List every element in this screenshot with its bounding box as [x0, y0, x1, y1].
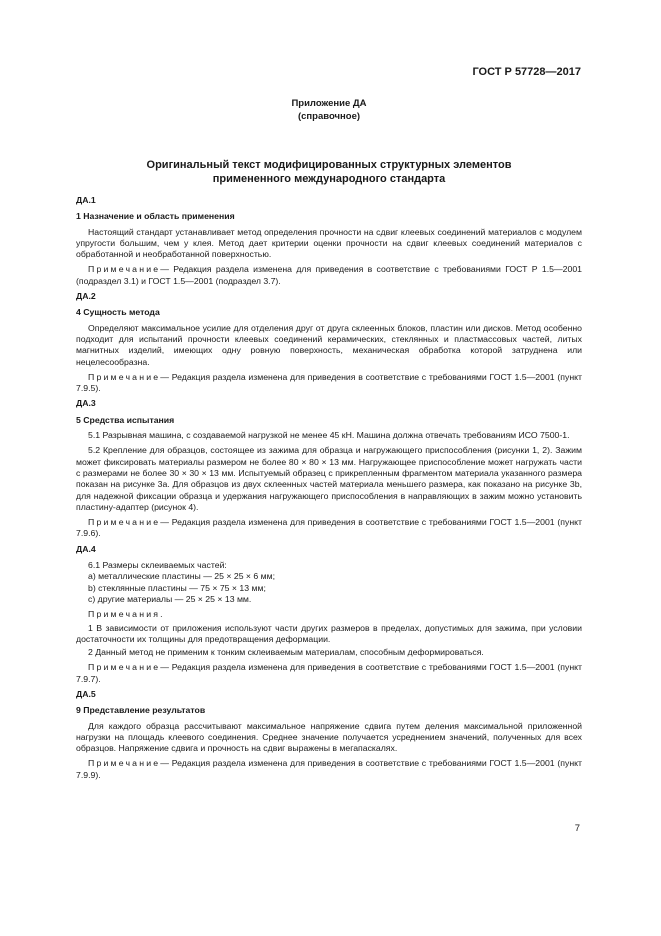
list-item: с) другие материалы — 25 × 25 × 13 мм.	[88, 593, 252, 604]
section-id-da4: ДА.4	[76, 543, 96, 554]
section-heading-da1: 1 Назначение и область применения	[76, 211, 235, 222]
paragraph-da5: Для каждого образца рассчитывают максимальное напряжение сдвига путем деления максимальной приложенной нагрузки на площадь клеевого соединения. Среднее значение получается усреднением значений, полученных для всех образцов. Напряжение сдвига и прочность на сдвиг выражены в мегапаскалях.	[76, 720, 582, 754]
note-label: Примечание	[88, 758, 161, 769]
page-title	[75, 158, 583, 186]
note-da4	[76, 662, 582, 685]
page-number: 7	[574, 823, 580, 834]
note-da4-1: 1 В зависимости от приложения используют части других размеров в пределах, допустимых для зажима, при условии достаточности их толщины для предотвращения деформации.	[76, 622, 582, 644]
list-da4	[88, 571, 582, 605]
note-label: Примечание	[88, 264, 161, 275]
document-body	[76, 195, 582, 785]
note-da4-2: 2 Данный метод не применим к тонким склеиваемым материалам, способным деформироваться.	[88, 647, 484, 658]
section-id-da1: ДА.1	[76, 195, 96, 205]
note-label: Примечание	[88, 662, 161, 673]
note-da3	[76, 517, 582, 540]
section-heading-da5: 9 Представление результатов	[76, 705, 206, 716]
note-da5	[76, 758, 582, 781]
appendix-label: Приложение ДА	[291, 98, 367, 109]
title-line-1: Оригинальный текст модифицированных структурных элементов	[146, 159, 512, 171]
note-text: — Редакция раздела изменена для приведения в соответствие с требованиями ГОСТ 1.5—2001 (пункт 7.9.6).	[76, 517, 582, 539]
note-text: — Редакция раздела изменена для приведения в соответствие с требованиями ГОСТ 1.5—2001 (пункт 7.9.9).	[76, 758, 582, 780]
note-text: — Редакция раздела изменена для приведения в соответствие с требованиями ГОСТ 1.5—2001 (пункт 7.9.5).	[76, 371, 582, 394]
note-da2	[76, 372, 582, 395]
paragraph-da3-1: 5.1 Разрывная машина, с создаваемой нагрузкой не менее 45 кН. Машина должна отвечать требованиям ИСО 7500-1.	[88, 430, 570, 441]
paragraph-da1: Настоящий стандарт устанавливает метод определения прочности на сдвиг клеевых соединений материалов с модулем упругости большим, чем у клея. Метод дает критерии оценки прочности на сдвиг клеевых соединений материалов с обработанной и необработанной поверхностью.	[76, 226, 582, 260]
note-label: Примечание	[88, 371, 161, 382]
standard-code: ГОСТ Р 57728—2017	[472, 66, 581, 78]
section-id-da2: ДА.2	[76, 291, 96, 302]
section-id-da5: ДА.5	[76, 688, 96, 699]
paragraph-da3-2: 5.2 Крепление для образцов, состоящее из зажима для образца и нагружающего приспособления (рисунки 1, 2). Зажим может фиксировать материалы размером не более 80 × 80 × 13 мм. Нагружающее приспособление может нагружать части с размерами не более 30 × 30 × 13 мм. Испытуемый образец с прикрепленным фрагментом материала указанного размера показан на рисунке 3a. Для образцов из двух склеенных частей материала меньшего размера, как показано на рисунке 3b, для надежной фиксации образца и удержания нагружающего приспособления в направляющих в зажим можно установить пластину-адаптер (рисунок 4).	[76, 445, 582, 512]
list-item: а) металлические пластины — 25 × 25 × 6 мм;	[88, 571, 276, 582]
appendix-type: (справочное)	[297, 111, 361, 122]
paragraph-da2: Определяют максимальное усилие для отделения друг от друга склеенных блоков, пластин или дисков. Метод особенно подходит для испытаний прочности клеевых соединений керамических, стеклянных и пластмассовых частей, литых магнитных изделий, имеющих одну ровную поверхность, механическая обработка которой затруднена или нецелесообразна.	[76, 322, 582, 367]
notes-heading	[76, 609, 582, 620]
note-text: — Редакция раздела изменена для приведения в соответствие с требованиями ГОСТ Р 1.5—2001 (подраздел 3.1) и ГОСТ 1.5—2001 (подраздел 3.7).	[76, 264, 582, 286]
list-item: b) стеклянные пластины — 75 × 75 × 13 мм;	[88, 582, 266, 593]
notes-label: Примечания.	[88, 609, 165, 620]
note-label: Примечание	[88, 517, 161, 528]
note-text: — Редакция раздела изменена для приведения в соответствие с требованиями ГОСТ 1.5—2001 (пункт 7.9.7).	[76, 662, 582, 684]
section-heading-da3: 5 Средства испытания	[76, 414, 175, 425]
section-heading-da2: 4 Сущность метода	[76, 307, 160, 318]
section-id-da3: ДА.3	[76, 398, 96, 409]
note-da1	[76, 264, 582, 287]
title-line-2: примененного международного стандарта	[212, 173, 446, 185]
appendix-heading	[75, 97, 583, 123]
paragraph-da4-intro: 6.1 Размеры склеиваемых частей:	[88, 560, 227, 571]
